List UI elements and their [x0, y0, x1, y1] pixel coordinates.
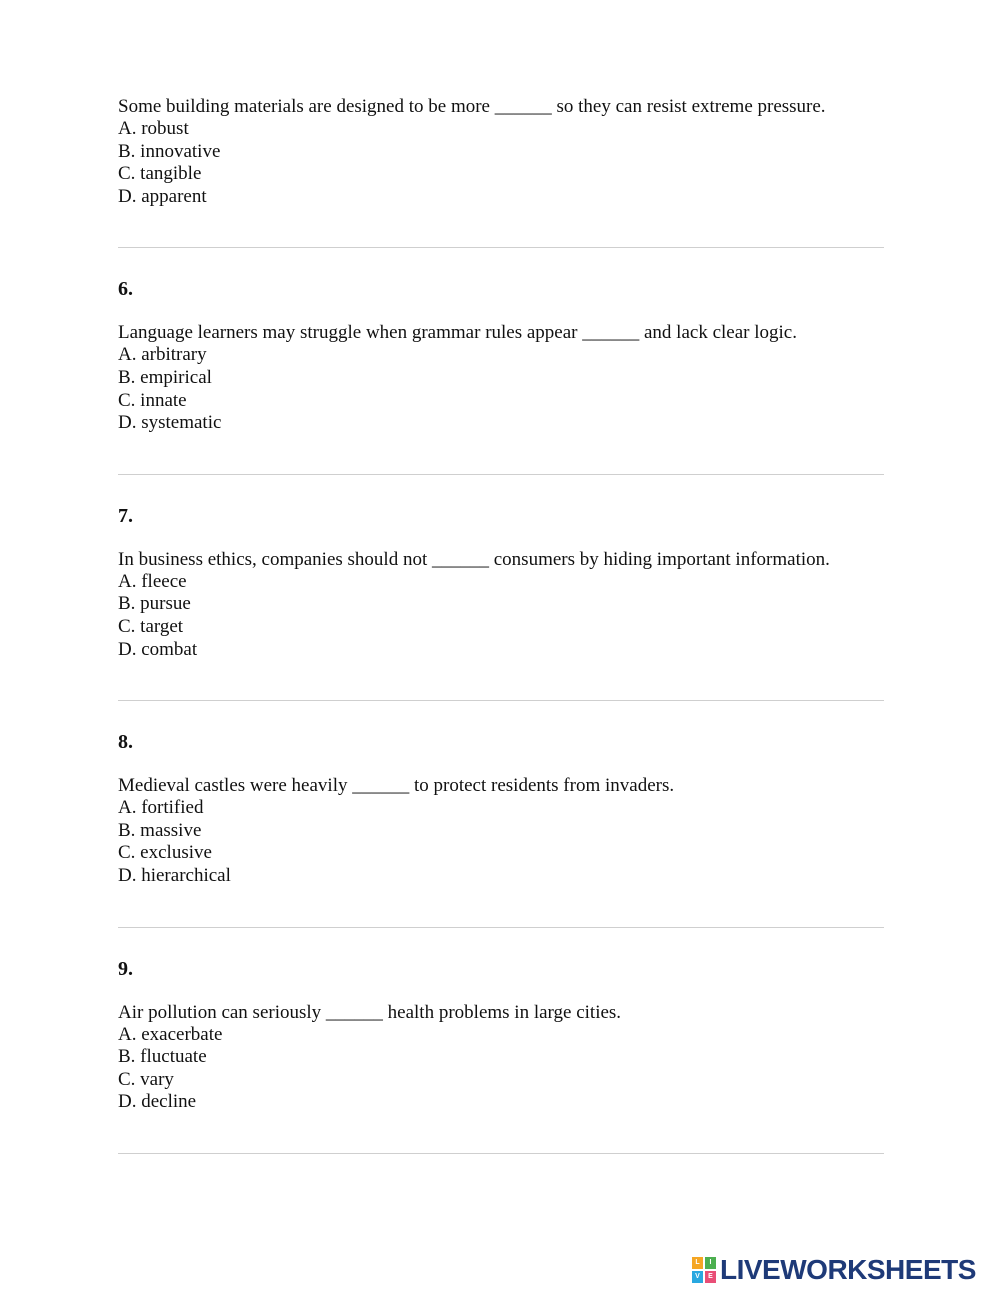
question-9 [118, 957, 884, 1154]
option-d[interactable]: D. hierarchical [118, 864, 231, 886]
divider [118, 1153, 884, 1154]
worksheet-page [118, 95, 884, 1154]
question-stem: In business ethics, companies should not ______ consumers by hiding important information. [118, 548, 830, 570]
option-c[interactable]: C. tangible [118, 163, 202, 185]
question-number: 8. [118, 731, 133, 754]
logo-mark-v: V [692, 1271, 703, 1283]
answer-options [118, 571, 884, 661]
question-number: 9. [118, 957, 133, 980]
divider [118, 474, 884, 475]
option-d[interactable]: D. combat [118, 638, 198, 660]
question-5 [118, 95, 884, 248]
option-d[interactable]: D. decline [118, 1091, 197, 1113]
question-stem: Air pollution can seriously ______ health problems in large cities. [118, 1001, 622, 1023]
option-b[interactable]: B. empirical [118, 366, 212, 388]
question-stem: Language learners may struggle when grammar rules appear ______ and lack clear logic. [118, 322, 797, 344]
logo-mark-l: L [692, 1257, 703, 1269]
divider [118, 700, 884, 701]
option-a[interactable]: A. fortified [118, 797, 204, 819]
logo-text: LIVEWORKSHEETS [720, 1254, 976, 1285]
answer-options [118, 1024, 884, 1114]
option-c[interactable]: C. exclusive [118, 842, 212, 864]
option-c[interactable]: C. vary [118, 1068, 174, 1090]
liveworksheets-logo-icon [692, 1256, 718, 1284]
divider [118, 247, 884, 248]
option-b[interactable]: B. pursue [118, 593, 191, 615]
option-a[interactable]: A. arbitrary [118, 344, 207, 366]
option-c[interactable]: C. target [118, 615, 184, 637]
divider [118, 927, 884, 928]
option-b[interactable]: B. fluctuate [118, 1046, 207, 1068]
option-b[interactable]: B. massive [118, 819, 202, 841]
logo-mark-e: E [705, 1271, 716, 1283]
answer-options [118, 118, 884, 208]
liveworksheets-logo [692, 1254, 976, 1286]
answer-options [118, 797, 884, 887]
question-stem: Medieval castles were heavily ______ to protect residents from invaders. [118, 775, 675, 797]
option-d[interactable]: D. apparent [118, 185, 207, 207]
question-number: 6. [118, 278, 133, 301]
question-6 [118, 277, 884, 474]
option-b[interactable]: B. innovative [118, 140, 221, 162]
question-stem: Some building materials are designed to be more ______ so they can resist extreme pressure. [118, 96, 826, 117]
option-a[interactable]: A. exacerbate [118, 1023, 223, 1045]
option-d[interactable]: D. systematic [118, 412, 222, 434]
option-a[interactable]: A. fleece [118, 570, 187, 592]
question-7 [118, 504, 884, 701]
option-c[interactable]: C. innate [118, 389, 187, 411]
question-8 [118, 730, 884, 927]
option-a[interactable]: A. robust [118, 118, 189, 139]
logo-mark-i: I [705, 1257, 716, 1269]
answer-options [118, 344, 884, 434]
question-number: 7. [118, 504, 133, 527]
